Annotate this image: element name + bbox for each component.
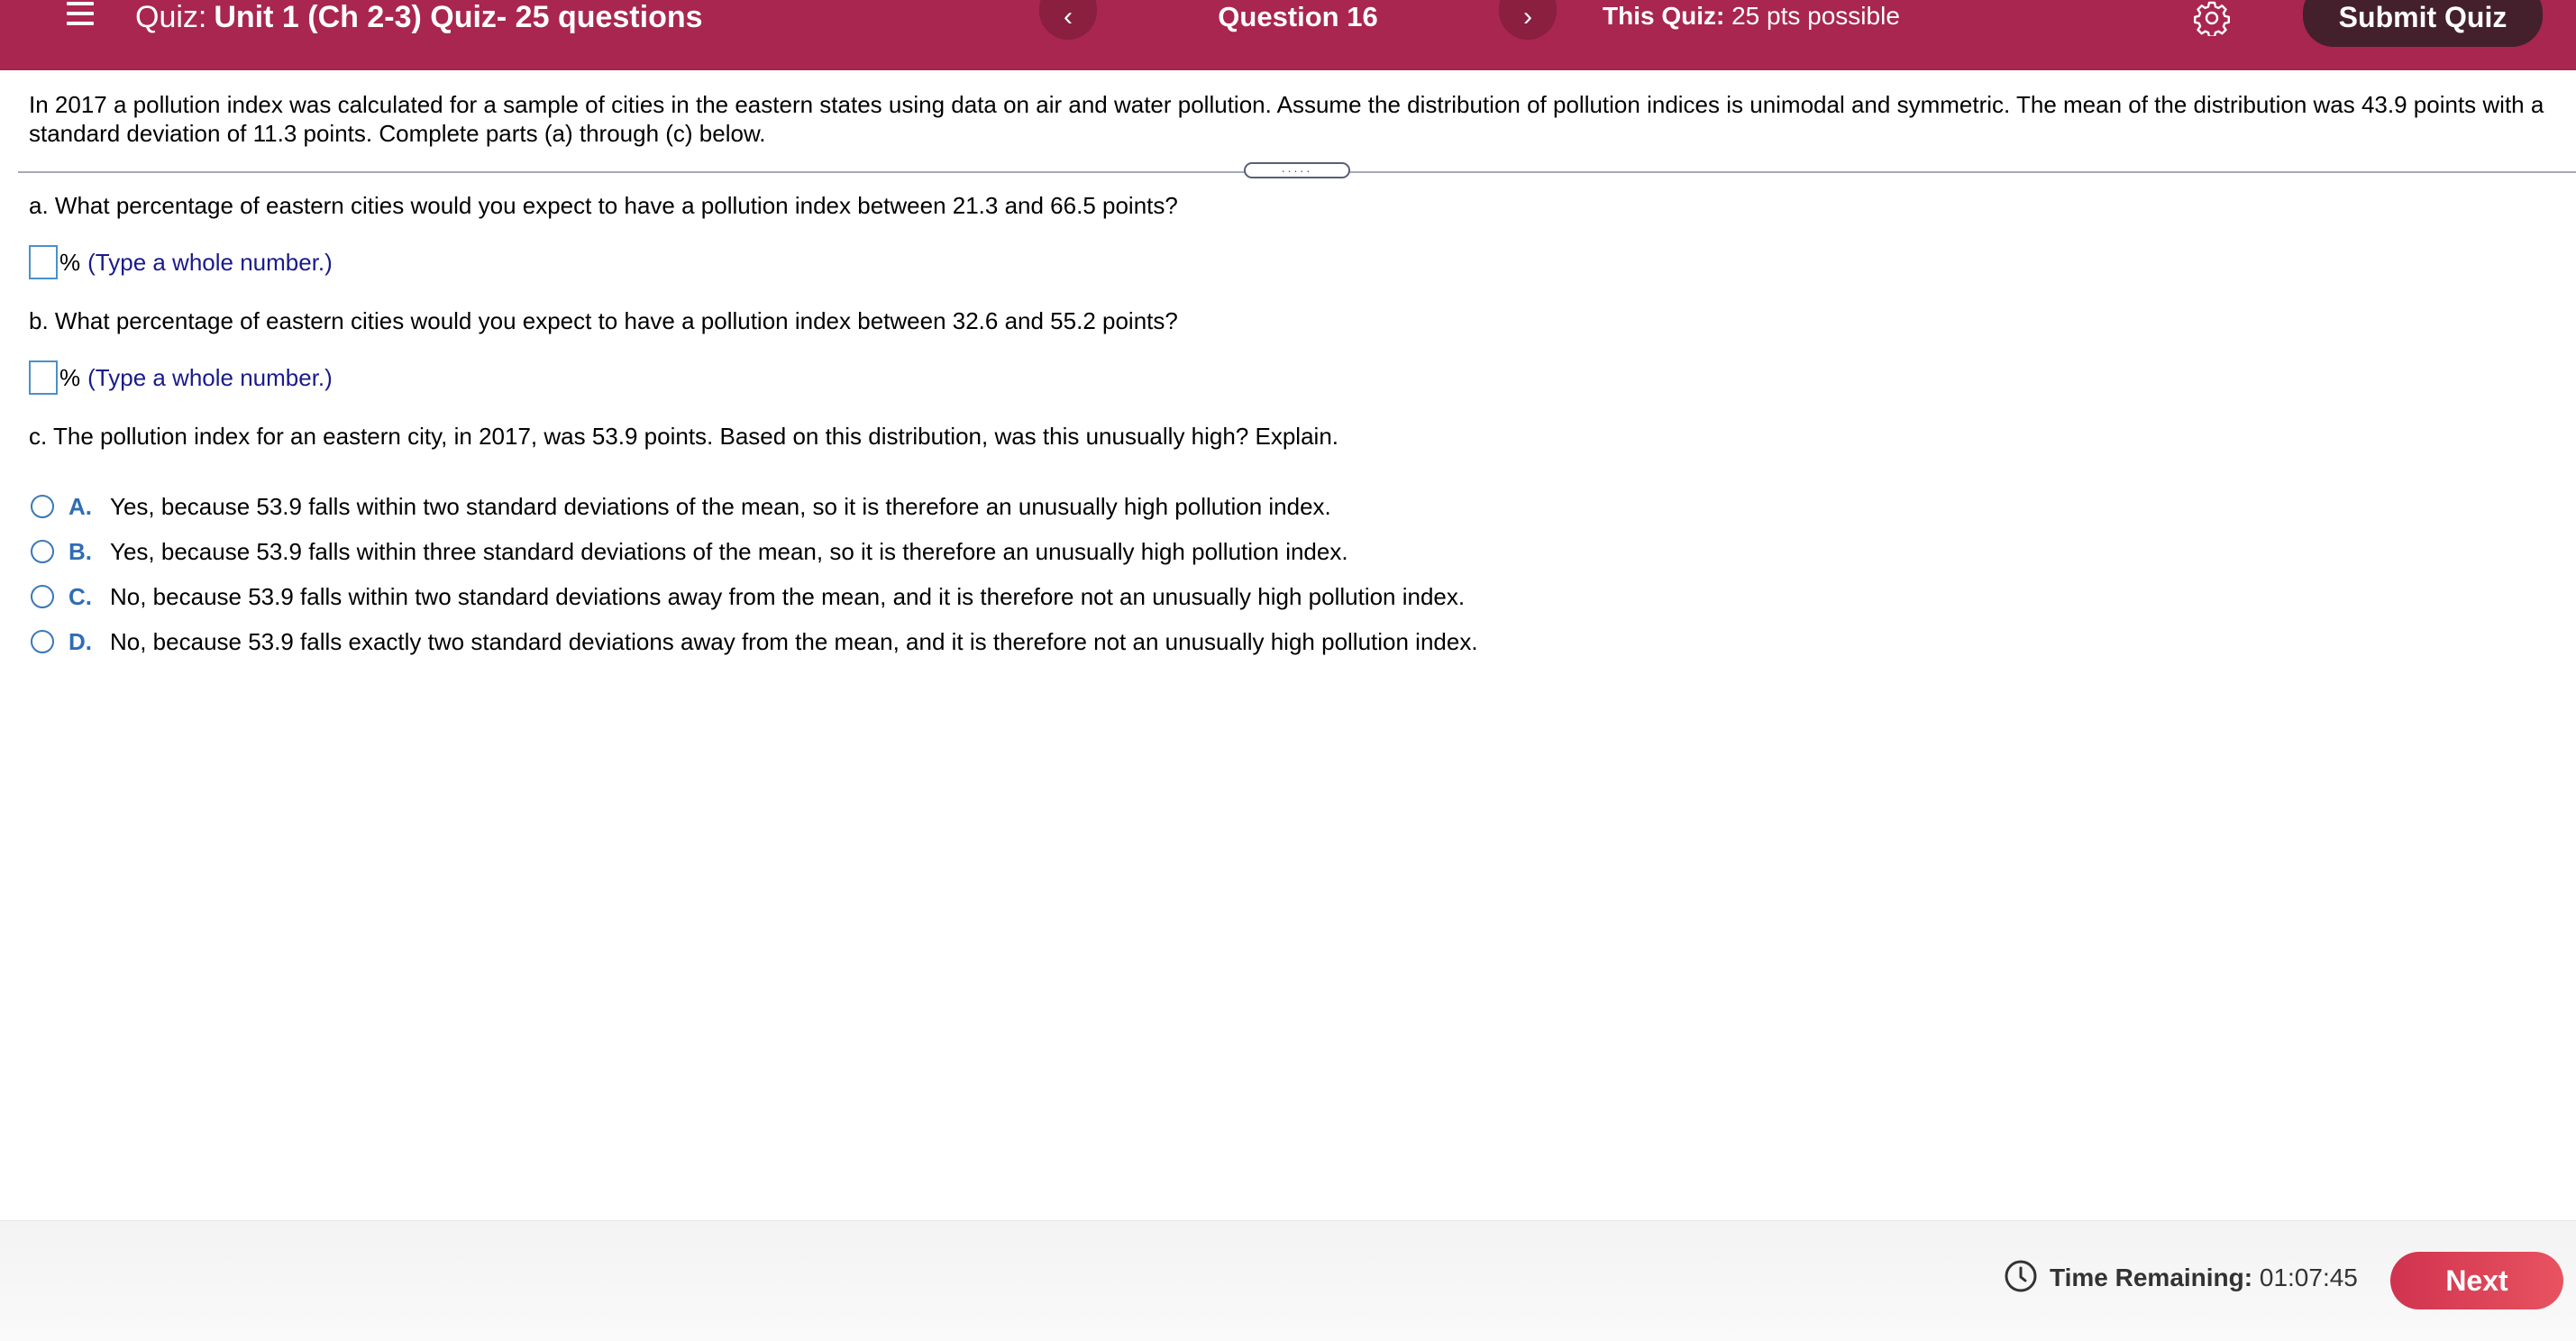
part-b-hint: (Type a whole number.) [87, 363, 333, 391]
choice-c-letter: C. [69, 582, 92, 610]
part-a-hint: (Type a whole number.) [87, 248, 333, 276]
settings-gear-icon[interactable] [2194, 0, 2230, 36]
quiz-points-label: This Quiz: [1603, 2, 1725, 30]
choice-b-text: Yes, because 53.9 falls within three standard deviations of the mean, so it is therefore an unusually high pollution index. [110, 537, 1348, 565]
quiz-title [135, 0, 703, 34]
choice-c-text: No, because 53.9 falls within two standard deviations away from the mean, and it is therefore not an unusually high pollution index. [110, 582, 1466, 610]
quiz-points-info [1603, 0, 1900, 34]
submit-quiz-button[interactable]: Submit Quiz [2303, 0, 2543, 47]
expander-dots: ..... [1281, 160, 1313, 175]
part-a-percent-unit: % [59, 248, 81, 276]
part-a-question: a. What percentage of eastern cities would you expect to have a pollution index between 21.3 and 66.5 points? [29, 192, 1178, 219]
choice-d-text: No, because 53.9 falls exactly two standard deviations away from the mean, and it is therefore not an unusually high pollution index. [110, 627, 1478, 655]
part-a-answer-input[interactable] [29, 245, 58, 279]
chevron-right-icon: › [1523, 2, 1532, 32]
next-question-button[interactable] [1499, 0, 1557, 40]
question-number: Question 16 [1218, 1, 1378, 32]
choice-d-letter: D. [69, 627, 92, 655]
quiz-title-prefix: Quiz: [135, 0, 207, 34]
part-a-answer-row [29, 244, 333, 280]
choice-b-radio[interactable] [31, 540, 54, 563]
choice-c[interactable] [31, 580, 1465, 613]
time-remaining [2050, 1260, 2358, 1296]
part-b-question: b. What percentage of eastern cities would you expect to have a pollution index between 32.6 and 55.2 points? [29, 307, 1178, 334]
chevron-left-icon: ‹ [1064, 2, 1073, 32]
time-remaining-value: 01:07:45 [2259, 1263, 2358, 1291]
choice-a-radio[interactable] [31, 495, 54, 518]
quiz-points-value: 25 pts possible [1731, 2, 1900, 30]
choice-b-letter: B. [69, 537, 92, 565]
quiz-header-bar [0, 0, 2576, 70]
previous-question-button[interactable] [1039, 0, 1097, 40]
part-b-answer-row [29, 360, 333, 396]
problem-stem: In 2017 a pollution index was calculated for a sample of cities in the eastern states using data on air and water pollution. Assume the distribution of pollution indices is unimodal and symmetric. The mean of the distribution was 43.9 points with a standard deviation of 11.3 points. Complete parts (a) through (c) below. [29, 91, 2544, 147]
choice-a[interactable] [31, 490, 1331, 523]
choice-c-radio[interactable] [31, 585, 54, 608]
part-b-answer-input[interactable] [29, 360, 58, 395]
choice-d-radio[interactable] [31, 630, 54, 653]
choice-b[interactable] [31, 535, 1348, 568]
part-c-question: c. The pollution index for an eastern city, in 2017, was 53.9 points. Based on this distribution, was this unusually high? Explain. [29, 423, 1339, 450]
next-button[interactable]: Next [2390, 1252, 2563, 1309]
part-b-percent-unit: % [59, 363, 81, 391]
expand-collapse-handle[interactable] [1244, 162, 1350, 178]
quiz-title-name: Unit 1 (Ch 2-3) Quiz- 25 questions [214, 0, 703, 34]
choice-d[interactable] [31, 625, 1478, 658]
clock-icon [2003, 1258, 2039, 1294]
time-remaining-label: Time Remaining: [2050, 1263, 2253, 1291]
choice-a-text: Yes, because 53.9 falls within two standard deviations of the mean, so it is therefore an unusually high pollution index. [110, 492, 1331, 520]
choice-a-letter: A. [69, 492, 92, 520]
hamburger-menu-icon[interactable] [67, 0, 99, 32]
